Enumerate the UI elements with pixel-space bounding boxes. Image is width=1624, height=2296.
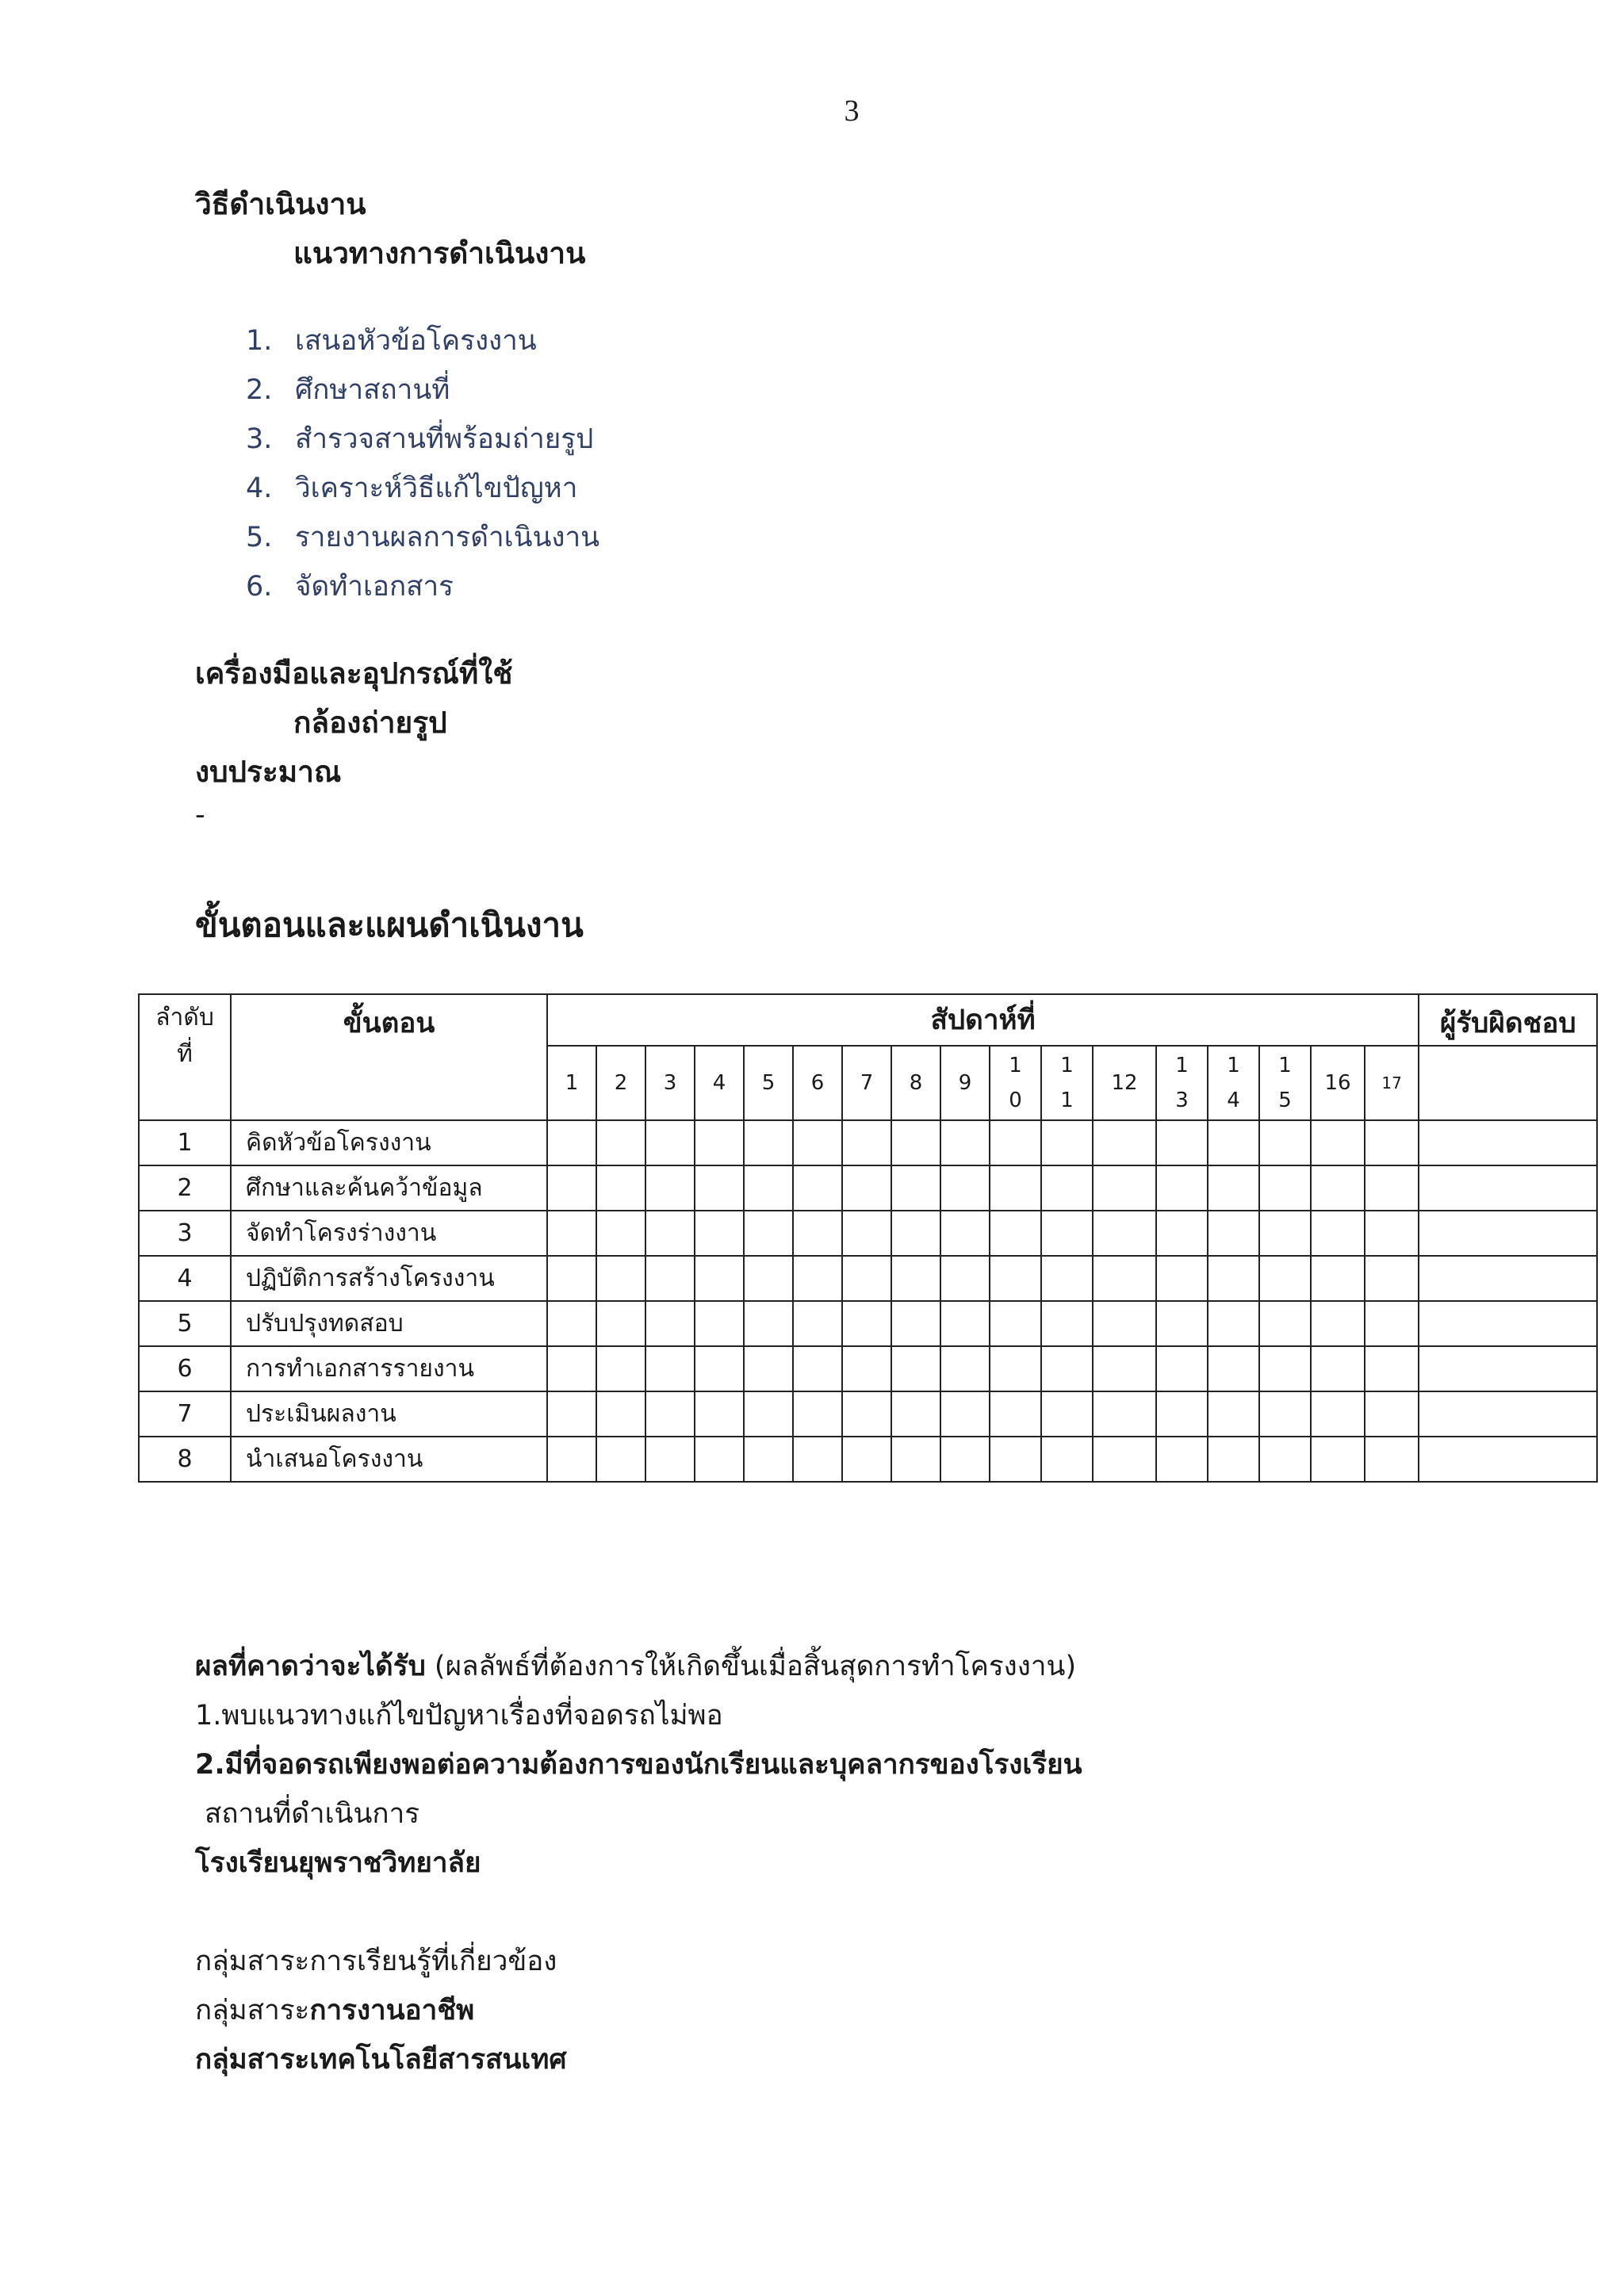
week-cell xyxy=(1093,1120,1156,1165)
week-cell xyxy=(891,1437,940,1482)
week-cell xyxy=(1156,1165,1208,1211)
week-header-digit-2: 4 xyxy=(1227,1089,1240,1112)
week-cell xyxy=(547,1120,596,1165)
week-header-digit-1: 9 xyxy=(958,1071,972,1095)
week-cell xyxy=(695,1301,744,1346)
week-cell xyxy=(1208,1437,1259,1482)
week-cell xyxy=(596,1120,645,1165)
week-cell xyxy=(1208,1211,1259,1256)
methods-step-item xyxy=(246,515,599,559)
week-cell xyxy=(645,1120,695,1165)
week-cell xyxy=(842,1165,891,1211)
methods-step-number: 3. xyxy=(246,423,273,455)
week-header-digit-1: 4 xyxy=(712,1071,726,1095)
table-row xyxy=(139,1256,1597,1301)
week-cell xyxy=(940,1120,990,1165)
week-cell xyxy=(842,1346,891,1391)
week-cell xyxy=(1311,1346,1365,1391)
row-step: ศึกษาและค้นคว้าข้อมูล xyxy=(231,1165,547,1211)
week-header-digit-1: 6 xyxy=(810,1071,825,1095)
week-cell xyxy=(1311,1391,1365,1437)
week-cell xyxy=(1156,1256,1208,1301)
table-header-responsible: ผู้รับผิดชอบ xyxy=(1419,994,1597,1046)
week-cell xyxy=(1365,1301,1419,1346)
week-cell xyxy=(1093,1346,1156,1391)
week-cell xyxy=(793,1256,842,1301)
week-cell xyxy=(1041,1256,1093,1301)
week-cell xyxy=(793,1211,842,1256)
responsible-header-blank xyxy=(1419,1046,1597,1120)
week-cell xyxy=(1311,1211,1365,1256)
week-header-cell xyxy=(1259,1046,1311,1120)
row-order: 8 xyxy=(139,1437,231,1482)
week-cell xyxy=(793,1391,842,1437)
table-header-weeks: สัปดาห์ที่ xyxy=(547,994,1419,1046)
week-cell xyxy=(1041,1346,1093,1391)
week-header-digit-1: 2 xyxy=(614,1071,628,1095)
row-step: คิดหัวข้อโครงงาน xyxy=(231,1120,547,1165)
methods-step-text: รายงานผลการดำเนินงาน xyxy=(295,522,600,553)
table-header-order-line1: ลำดับ xyxy=(155,1004,214,1031)
week-cell xyxy=(1259,1211,1311,1256)
week-cell xyxy=(1365,1211,1419,1256)
week-cell xyxy=(1208,1120,1259,1165)
week-cell xyxy=(596,1346,645,1391)
week-cell xyxy=(1208,1346,1259,1391)
table-row xyxy=(139,1165,1597,1211)
week-cell xyxy=(645,1211,695,1256)
week-cell xyxy=(793,1120,842,1165)
week-cell xyxy=(1259,1346,1311,1391)
week-cell xyxy=(547,1211,596,1256)
week-cell xyxy=(744,1120,793,1165)
week-cell xyxy=(1365,1437,1419,1482)
week-cell xyxy=(990,1165,1041,1211)
week-header-cell xyxy=(842,1046,891,1120)
row-order: 7 xyxy=(139,1391,231,1437)
methods-step-text: จัดทำเอกสาร xyxy=(295,571,454,603)
week-header-cell xyxy=(793,1046,842,1120)
week-cell xyxy=(1093,1256,1156,1301)
week-cell xyxy=(1311,1437,1365,1482)
week-cell xyxy=(547,1165,596,1211)
responsible-cell xyxy=(1419,1391,1597,1437)
week-header-digit-1: 1 xyxy=(565,1071,579,1095)
week-header-cell xyxy=(1041,1046,1093,1120)
week-cell xyxy=(596,1165,645,1211)
week-cell xyxy=(645,1301,695,1346)
week-header-digit-1: 1 xyxy=(1175,1054,1189,1077)
week-cell xyxy=(1311,1165,1365,1211)
location-heading: สถานที่ดำเนินการ xyxy=(205,1798,420,1830)
week-header-cell xyxy=(1093,1046,1156,1120)
week-cell xyxy=(1041,1437,1093,1482)
week-cell xyxy=(596,1301,645,1346)
location-value: โรงเรียนยุพราชวิทยาลัย xyxy=(195,1847,481,1879)
row-step: ปรับปรุงทดสอบ xyxy=(231,1301,547,1346)
week-header-digit-1: 1 xyxy=(1060,1054,1074,1077)
methods-step-text: วิเคราะห์วิธีแก้ไขปัญหา xyxy=(295,473,578,504)
week-header-digit-1: 12 xyxy=(1111,1071,1138,1095)
responsible-cell xyxy=(1419,1211,1597,1256)
week-cell xyxy=(1365,1165,1419,1211)
week-header-digit-1: 1 xyxy=(1009,1054,1022,1077)
week-cell xyxy=(695,1256,744,1301)
week-header-cell xyxy=(1311,1046,1365,1120)
week-cell xyxy=(990,1301,1041,1346)
week-cell xyxy=(547,1256,596,1301)
week-cell xyxy=(1365,1346,1419,1391)
week-cell xyxy=(1093,1437,1156,1482)
week-cell xyxy=(645,1437,695,1482)
week-cell xyxy=(596,1256,645,1301)
week-cell xyxy=(940,1391,990,1437)
page-number: 3 xyxy=(844,94,860,128)
row-step: ปฏิบัติการสร้างโครงงาน xyxy=(231,1256,547,1301)
table-row xyxy=(139,1391,1597,1437)
table-row xyxy=(139,1301,1597,1346)
week-cell xyxy=(940,1301,990,1346)
week-header-digit-2: 1 xyxy=(1060,1089,1074,1112)
week-cell xyxy=(842,1301,891,1346)
week-cell xyxy=(547,1391,596,1437)
table-row xyxy=(139,1437,1597,1482)
row-step: การทำเอกสารรายงาน xyxy=(231,1346,547,1391)
week-cell xyxy=(1041,1120,1093,1165)
results-item-2: 2.มีที่จอดรถเพียงพอต่อความต้องการของนักเรียนและบุคลากรของโรงเรียน xyxy=(195,1749,1082,1781)
week-cell xyxy=(547,1301,596,1346)
methods-step-item xyxy=(246,319,537,362)
week-cell xyxy=(940,1346,990,1391)
row-step: จัดทำโครงร่างงาน xyxy=(231,1211,547,1256)
week-cell xyxy=(842,1256,891,1301)
tools-item: กล้องถ่ายรูป xyxy=(293,706,447,740)
week-cell xyxy=(1365,1256,1419,1301)
methods-step-text: ศึกษาสถานที่ xyxy=(295,374,450,406)
week-cell xyxy=(842,1211,891,1256)
week-cell xyxy=(1208,1391,1259,1437)
week-cell xyxy=(1259,1391,1311,1437)
responsible-cell xyxy=(1419,1256,1597,1301)
week-cell xyxy=(695,1165,744,1211)
week-header-cell xyxy=(596,1046,645,1120)
week-cell xyxy=(596,1391,645,1437)
week-cell xyxy=(1311,1301,1365,1346)
week-cell xyxy=(891,1165,940,1211)
week-cell xyxy=(1259,1120,1311,1165)
week-cell xyxy=(1041,1391,1093,1437)
week-cell xyxy=(990,1211,1041,1256)
week-cell xyxy=(1208,1301,1259,1346)
week-cell xyxy=(990,1437,1041,1482)
week-cell xyxy=(744,1211,793,1256)
week-cell xyxy=(695,1120,744,1165)
week-cell xyxy=(547,1346,596,1391)
week-cell xyxy=(891,1301,940,1346)
week-header-digit-1: 3 xyxy=(663,1071,677,1095)
week-cell xyxy=(891,1346,940,1391)
responsible-cell xyxy=(1419,1120,1597,1165)
table-row xyxy=(139,1120,1597,1165)
week-cell xyxy=(793,1437,842,1482)
subjects-line-1-prefix: กลุ่มสาระ xyxy=(195,1995,310,2026)
week-header-digit-2: 0 xyxy=(1009,1089,1022,1112)
week-header-cell xyxy=(1365,1046,1419,1120)
week-header-cell xyxy=(891,1046,940,1120)
week-cell xyxy=(695,1391,744,1437)
results-item-1: 1.พบแนวทางแก้ไขปัญหาเรื่องที่จอดรถไม่พอ xyxy=(195,1700,723,1732)
week-cell xyxy=(793,1346,842,1391)
week-cell xyxy=(547,1437,596,1482)
row-order: 2 xyxy=(139,1165,231,1211)
week-cell xyxy=(891,1391,940,1437)
week-cell xyxy=(1156,1391,1208,1437)
budget-heading: งบประมาณ xyxy=(195,755,342,789)
week-header-cell xyxy=(1156,1046,1208,1120)
subjects-line-2: กลุ่มสาระเทคโนโลยีสารสนเทศ xyxy=(195,2044,567,2076)
week-cell xyxy=(645,1346,695,1391)
week-header-digit-1: 1 xyxy=(1227,1054,1240,1077)
methods-step-text: เสนอหัวข้อโครงงาน xyxy=(295,325,537,357)
methods-step-number: 6. xyxy=(246,571,273,603)
table-header-order xyxy=(139,994,231,1120)
methods-step-text: สำรวจสานที่พร้อมถ่ายรูป xyxy=(295,423,594,455)
budget-value: - xyxy=(195,799,205,831)
week-cell xyxy=(1156,1346,1208,1391)
table-row xyxy=(139,1346,1597,1391)
week-header-digit-1: 1 xyxy=(1278,1054,1292,1077)
responsible-cell xyxy=(1419,1165,1597,1211)
table-header-step: ขั้นตอน xyxy=(231,994,547,1120)
row-order: 1 xyxy=(139,1120,231,1165)
week-cell xyxy=(1365,1120,1419,1165)
week-header-cell xyxy=(645,1046,695,1120)
methods-step-item xyxy=(246,466,577,510)
week-cell xyxy=(940,1256,990,1301)
table-header-order-line2: ที่ xyxy=(177,1040,193,1068)
week-cell xyxy=(1259,1256,1311,1301)
week-cell xyxy=(1093,1165,1156,1211)
week-cell xyxy=(1093,1301,1156,1346)
week-cell xyxy=(1259,1165,1311,1211)
week-cell xyxy=(744,1165,793,1211)
week-header-digit-2: 5 xyxy=(1278,1089,1292,1112)
week-cell xyxy=(1259,1301,1311,1346)
week-cell xyxy=(695,1346,744,1391)
week-cell xyxy=(645,1165,695,1211)
row-step: ประเมินผลงาน xyxy=(231,1391,547,1437)
week-cell xyxy=(990,1346,1041,1391)
plan-heading: ขั้นตอนและแผนดำเนินงาน xyxy=(195,905,584,944)
week-cell xyxy=(940,1165,990,1211)
week-header-cell xyxy=(695,1046,744,1120)
week-cell xyxy=(1208,1256,1259,1301)
row-order: 4 xyxy=(139,1256,231,1301)
week-cell xyxy=(1156,1211,1208,1256)
methods-step-item xyxy=(246,417,593,461)
week-header-digit-1: 8 xyxy=(909,1071,923,1095)
subjects-line-1-bold: การงานอาชีพ xyxy=(309,1995,475,2026)
week-header-digit-1: 5 xyxy=(761,1071,776,1095)
week-header-digit-2: 3 xyxy=(1175,1089,1189,1112)
responsible-cell xyxy=(1419,1437,1597,1482)
week-header-cell xyxy=(744,1046,793,1120)
week-cell xyxy=(1041,1165,1093,1211)
results-heading-note: (ผลลัพธ์ที่ต้องการให้เกิดขึ้นเมื่อสิ้นสุดการทำโครงงาน) xyxy=(425,1651,1077,1682)
plan-table xyxy=(138,993,1598,1483)
methods-step-number: 5. xyxy=(246,522,273,553)
week-cell xyxy=(842,1120,891,1165)
methods-step-number: 1. xyxy=(246,325,273,357)
results-heading: ผลที่คาดว่าจะได้รับ xyxy=(195,1651,426,1682)
responsible-cell xyxy=(1419,1301,1597,1346)
week-header-cell xyxy=(990,1046,1041,1120)
row-step: นำเสนอโครงงาน xyxy=(231,1437,547,1482)
subjects-line-1 xyxy=(195,1988,474,2032)
week-cell xyxy=(793,1165,842,1211)
tools-heading: เครื่องมือและอุปกรณ์ที่ใช้ xyxy=(195,656,513,691)
week-header-digit-1: 17 xyxy=(1381,1073,1402,1093)
week-cell xyxy=(744,1256,793,1301)
week-cell xyxy=(891,1256,940,1301)
week-cell xyxy=(645,1391,695,1437)
week-header-digit-1: 16 xyxy=(1324,1071,1351,1095)
week-cell xyxy=(695,1437,744,1482)
week-header-cell xyxy=(1208,1046,1259,1120)
week-cell xyxy=(990,1256,1041,1301)
table-row xyxy=(139,1211,1597,1256)
week-cell xyxy=(645,1256,695,1301)
methods-step-number: 4. xyxy=(246,473,273,504)
week-cell xyxy=(990,1120,1041,1165)
week-cell xyxy=(1041,1211,1093,1256)
week-cell xyxy=(1156,1120,1208,1165)
week-cell xyxy=(1259,1437,1311,1482)
week-cell xyxy=(891,1120,940,1165)
week-cell xyxy=(1093,1391,1156,1437)
week-cell xyxy=(1311,1256,1365,1301)
week-cell xyxy=(1156,1301,1208,1346)
week-cell xyxy=(990,1391,1041,1437)
week-header-cell xyxy=(547,1046,596,1120)
week-cell xyxy=(891,1211,940,1256)
week-cell xyxy=(1311,1120,1365,1165)
week-cell xyxy=(744,1391,793,1437)
week-cell xyxy=(1208,1165,1259,1211)
week-cell xyxy=(695,1211,744,1256)
week-header-cell xyxy=(940,1046,990,1120)
week-cell xyxy=(744,1346,793,1391)
week-cell xyxy=(744,1437,793,1482)
week-cell xyxy=(596,1437,645,1482)
results-heading-line xyxy=(195,1644,1076,1688)
row-order: 6 xyxy=(139,1346,231,1391)
week-cell xyxy=(744,1301,793,1346)
week-cell xyxy=(940,1437,990,1482)
week-cell xyxy=(1365,1391,1419,1437)
week-cell xyxy=(793,1301,842,1346)
week-cell xyxy=(940,1211,990,1256)
row-order: 5 xyxy=(139,1301,231,1346)
week-cell xyxy=(842,1391,891,1437)
methods-step-item xyxy=(246,564,454,608)
methods-step-number: 2. xyxy=(246,374,273,406)
week-header-digit-1: 7 xyxy=(860,1071,874,1095)
subjects-heading: กลุ่มสาระการเรียนรู้ที่เกี่ยวข้อง xyxy=(195,1946,557,1977)
methods-step-item xyxy=(246,368,450,411)
methods-heading: วิธีดำเนินงาน xyxy=(195,187,366,221)
responsible-cell xyxy=(1419,1346,1597,1391)
week-cell xyxy=(842,1437,891,1482)
methods-subheading: แนวทางการดำเนินงาน xyxy=(293,236,586,270)
week-cell xyxy=(596,1211,645,1256)
week-cell xyxy=(1156,1437,1208,1482)
week-cell xyxy=(1093,1211,1156,1256)
row-order: 3 xyxy=(139,1211,231,1256)
week-cell xyxy=(1041,1301,1093,1346)
